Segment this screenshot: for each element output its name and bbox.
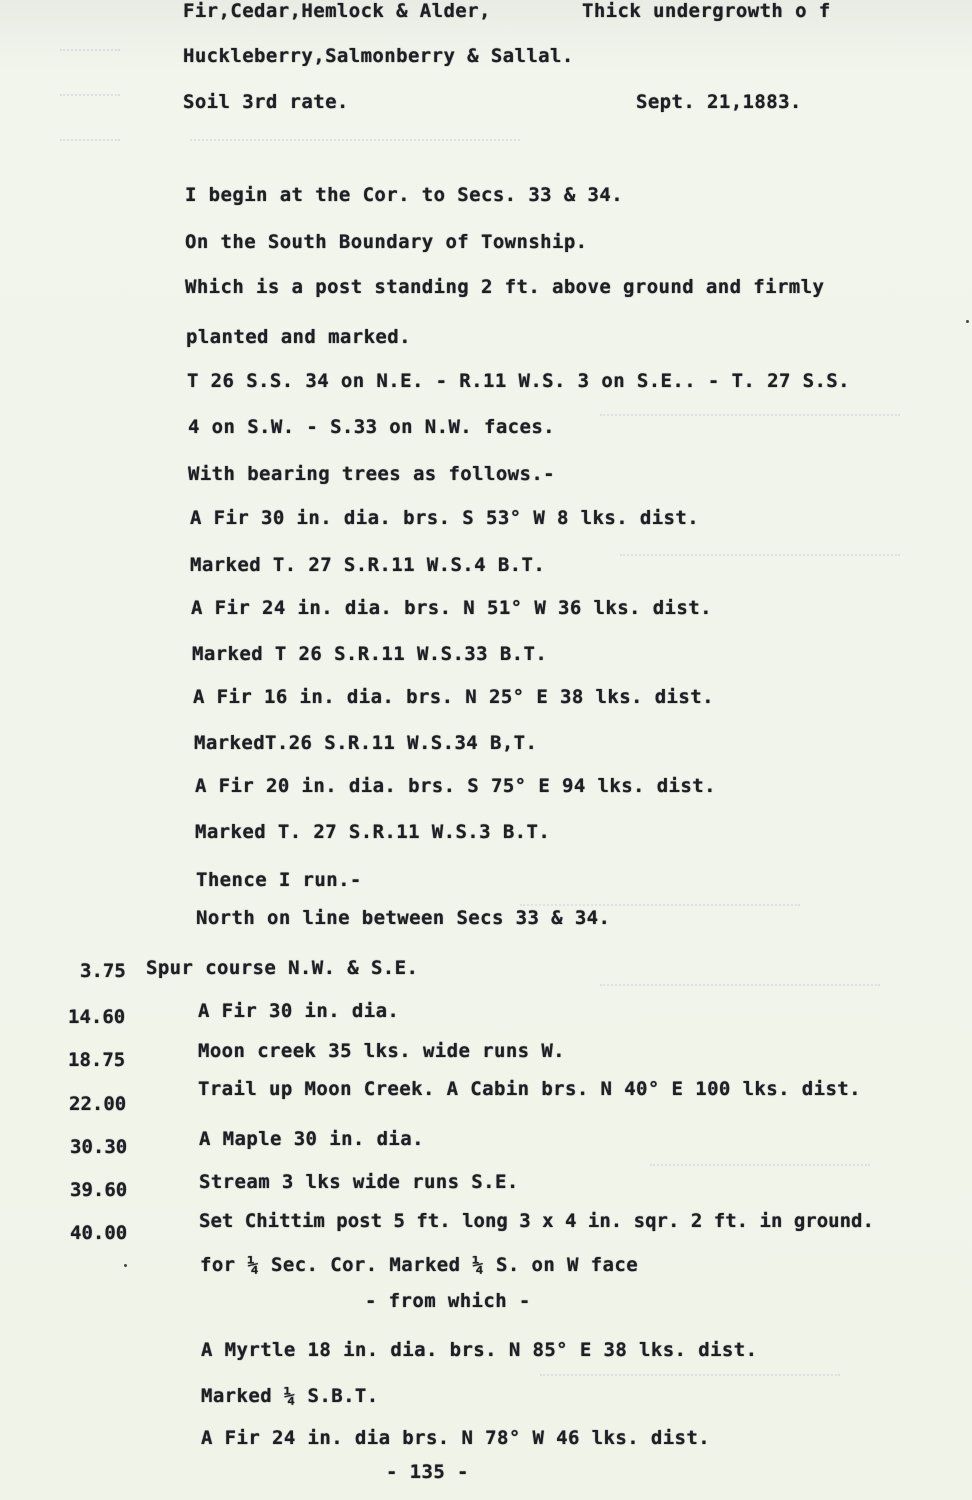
bleed-through-mark xyxy=(520,890,800,906)
header-line-2: Huckleberry,Salmonberry & Sallal. xyxy=(183,45,574,67)
body-line: With bearing trees as follows.- xyxy=(188,463,556,485)
body-line: A Fir 16 in. dia. brs. N 25° E 38 lks. dist. xyxy=(193,686,714,708)
bleed-through-mark xyxy=(60,35,120,51)
body-line: A Fir 20 in. dia. brs. S 75° E 94 lks. dist. xyxy=(195,775,716,797)
entry-text: Set Chittim post 5 ft. long 3 x 4 in. sqr. 2 ft. in ground. xyxy=(199,1210,874,1232)
body-line: North on line between Secs 33 & 34. xyxy=(196,907,611,929)
entry-distance: 39.60 xyxy=(70,1179,128,1201)
entry-distance: 3.75 xyxy=(80,960,126,982)
stray-ink-dot xyxy=(966,320,969,323)
body-line: T 26 S.S. 34 on N.E. - R.11 W.S. 3 on S.E.. - T. 27 S.S. xyxy=(187,370,850,392)
stray-ink-dot xyxy=(124,1264,127,1267)
bleed-through-mark xyxy=(190,125,520,141)
body-line: planted and marked. xyxy=(186,326,411,348)
bleed-through-mark xyxy=(600,400,900,416)
body-line: MarkedT.26 S.R.11 W.S.34 B,T. xyxy=(194,732,538,754)
tail-line: A Fir 24 in. dia brs. N 78° W 46 lks. dist. xyxy=(201,1427,711,1449)
entry-text: Stream 3 lks wide runs S.E. xyxy=(199,1171,519,1193)
bleed-through-mark xyxy=(600,970,880,986)
entry-text: Moon creek 35 lks. wide runs W. xyxy=(198,1040,566,1062)
body-line: A Fir 30 in. dia. brs. S 53° W 8 lks. dist. xyxy=(190,507,700,529)
entry-distance: 22.00 xyxy=(69,1093,127,1115)
header-line-1-right: Thick undergrowth o f xyxy=(582,0,831,22)
bleed-through-mark xyxy=(60,125,120,141)
entry-distance: 30.30 xyxy=(70,1136,128,1158)
bleed-through-mark xyxy=(540,1360,840,1376)
tail-line: for ¼ Sec. Cor. Marked ¼ S. on W face xyxy=(200,1254,639,1276)
entry-distance: 18.75 xyxy=(68,1049,126,1071)
body-line: I begin at the Cor. to Secs. 33 & 34. xyxy=(185,184,624,206)
body-line: Which is a post standing 2 ft. above ground and firmly xyxy=(185,276,825,298)
body-line: 4 on S.W. - S.33 on N.W. faces. xyxy=(188,416,556,438)
entry-text: Trail up Moon Creek. A Cabin brs. N 40° E 100 lks. dist. xyxy=(198,1078,861,1100)
body-line: Marked T. 27 S.R.11 W.S.3 B.T. xyxy=(195,821,551,843)
header-date: Sept. 21,1883. xyxy=(636,91,802,113)
entry-text: A Maple 30 in. dia. xyxy=(199,1128,424,1150)
entry-distance: 40.00 xyxy=(70,1222,128,1244)
header-line-1-left: Fir,Cedar,Hemlock & Alder, xyxy=(183,0,491,22)
entry-text: Spur course N.W. & S.E. xyxy=(146,957,419,979)
body-line: A Fir 24 in. dia. brs. N 51° W 36 lks. dist. xyxy=(191,597,712,619)
tail-line: Marked ¼ S.B.T. xyxy=(201,1385,379,1407)
entry-distance: 14.60 xyxy=(68,1006,126,1028)
body-line: Marked T 26 S.R.11 W.S.33 B.T. xyxy=(192,643,548,665)
header-line-3-left: Soil 3rd rate. xyxy=(183,91,349,113)
bleed-through-mark xyxy=(650,1150,870,1166)
body-line: On the South Boundary of Township. xyxy=(185,231,588,253)
page-number: - 135 - xyxy=(386,1461,469,1483)
bleed-through-mark xyxy=(620,540,900,556)
entry-text: A Fir 30 in. dia. xyxy=(198,1000,400,1022)
tail-line: - from which - xyxy=(365,1290,531,1312)
bleed-through-mark xyxy=(60,80,120,96)
body-line: Thence I run.- xyxy=(196,869,362,891)
tail-line: A Myrtle 18 in. dia. brs. N 85° E 38 lks. dist. xyxy=(201,1339,758,1361)
body-line: Marked T. 27 S.R.11 W.S.4 B.T. xyxy=(190,554,546,576)
